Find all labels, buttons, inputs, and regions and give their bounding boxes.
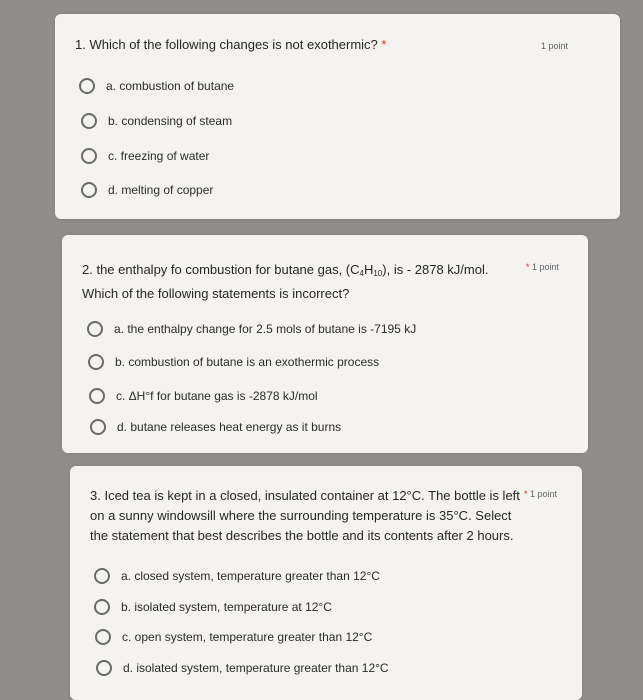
radio-button[interactable] [88,354,104,370]
question-card-2 [62,235,588,453]
question-text: Which of the following statements is incorrect? [82,286,350,301]
option-a[interactable] [79,78,234,94]
option-a[interactable] [87,321,416,337]
option-label: c. freezing of water [108,149,210,163]
question-text: Which of the following changes is not exothermic? [89,37,378,52]
required-asterisk: * [381,37,387,52]
option-b[interactable] [94,599,332,615]
option-b[interactable] [81,113,232,129]
option-c[interactable] [95,629,372,645]
option-a[interactable] [94,568,380,584]
question-title [75,35,386,55]
radio-button[interactable] [94,568,110,584]
points-label: * 1 point [524,489,558,499]
option-label: d. butane releases heat energy as it burns [117,420,342,434]
option-label: a. closed system, temperature greater than 12°C [121,569,380,583]
question-title [82,260,512,304]
radio-button[interactable] [87,321,103,337]
radio-button[interactable] [81,182,97,198]
option-d[interactable] [90,419,341,435]
radio-button[interactable] [90,419,106,435]
question-text: the statement that best describes the bottle and its contents after 2 hours. [90,528,514,543]
radio-button[interactable] [81,113,97,129]
radio-button[interactable] [94,599,110,615]
option-label: a. combustion of butane [106,79,235,93]
question-card-3 [70,466,582,700]
option-label: b. condensing of steam [108,114,233,128]
option-d[interactable] [96,660,389,676]
question-card-1 [55,14,620,219]
option-label: c. open system, temperature greater than 12°C [122,630,373,644]
option-label: a. the enthalpy change for 2.5 mols of butane is -7195 kJ [114,322,417,336]
formula-element: H [363,262,374,277]
option-c[interactable] [81,148,209,164]
option-label: d. isolated system, temperature greater than 12°C [123,661,389,675]
points-label: * 1 point [526,262,560,272]
radio-button[interactable] [79,78,95,94]
question-number: 3. [90,488,101,503]
question-text: Iced tea is kept in a closed, insulated container at 12°C. The bottle is left [104,488,520,503]
radio-button[interactable] [89,388,105,404]
option-c[interactable] [89,388,318,404]
option-label: b. isolated system, temperature at 12°C [121,600,332,614]
formula-subscript: 10 [373,269,383,278]
option-label: b. combustion of butane is an exothermic process [115,355,380,369]
question-number: 1. [75,37,86,52]
question-text: the enthalpy fo combustion for butane gas, (C [96,262,360,277]
question-title [90,486,530,546]
required-asterisk: * [524,489,528,499]
radio-button[interactable] [95,629,111,645]
question-text: ), is - 2878 kJ/mol. [382,262,489,277]
option-d[interactable] [81,182,213,198]
formula-subscript: 4 [359,269,364,278]
option-label: d. melting of copper [108,183,214,197]
points-label: 1 point [541,41,569,51]
option-label: c. ΔH°f for butane gas is -2878 kJ/mol [116,389,318,403]
required-asterisk: * [526,262,530,272]
radio-button[interactable] [96,660,112,676]
question-number: 2. [82,262,93,277]
question-text: on a sunny windowsill where the surrounding temperature is 35°C. Select [90,508,512,523]
option-b[interactable] [88,354,379,370]
radio-button[interactable] [81,148,97,164]
